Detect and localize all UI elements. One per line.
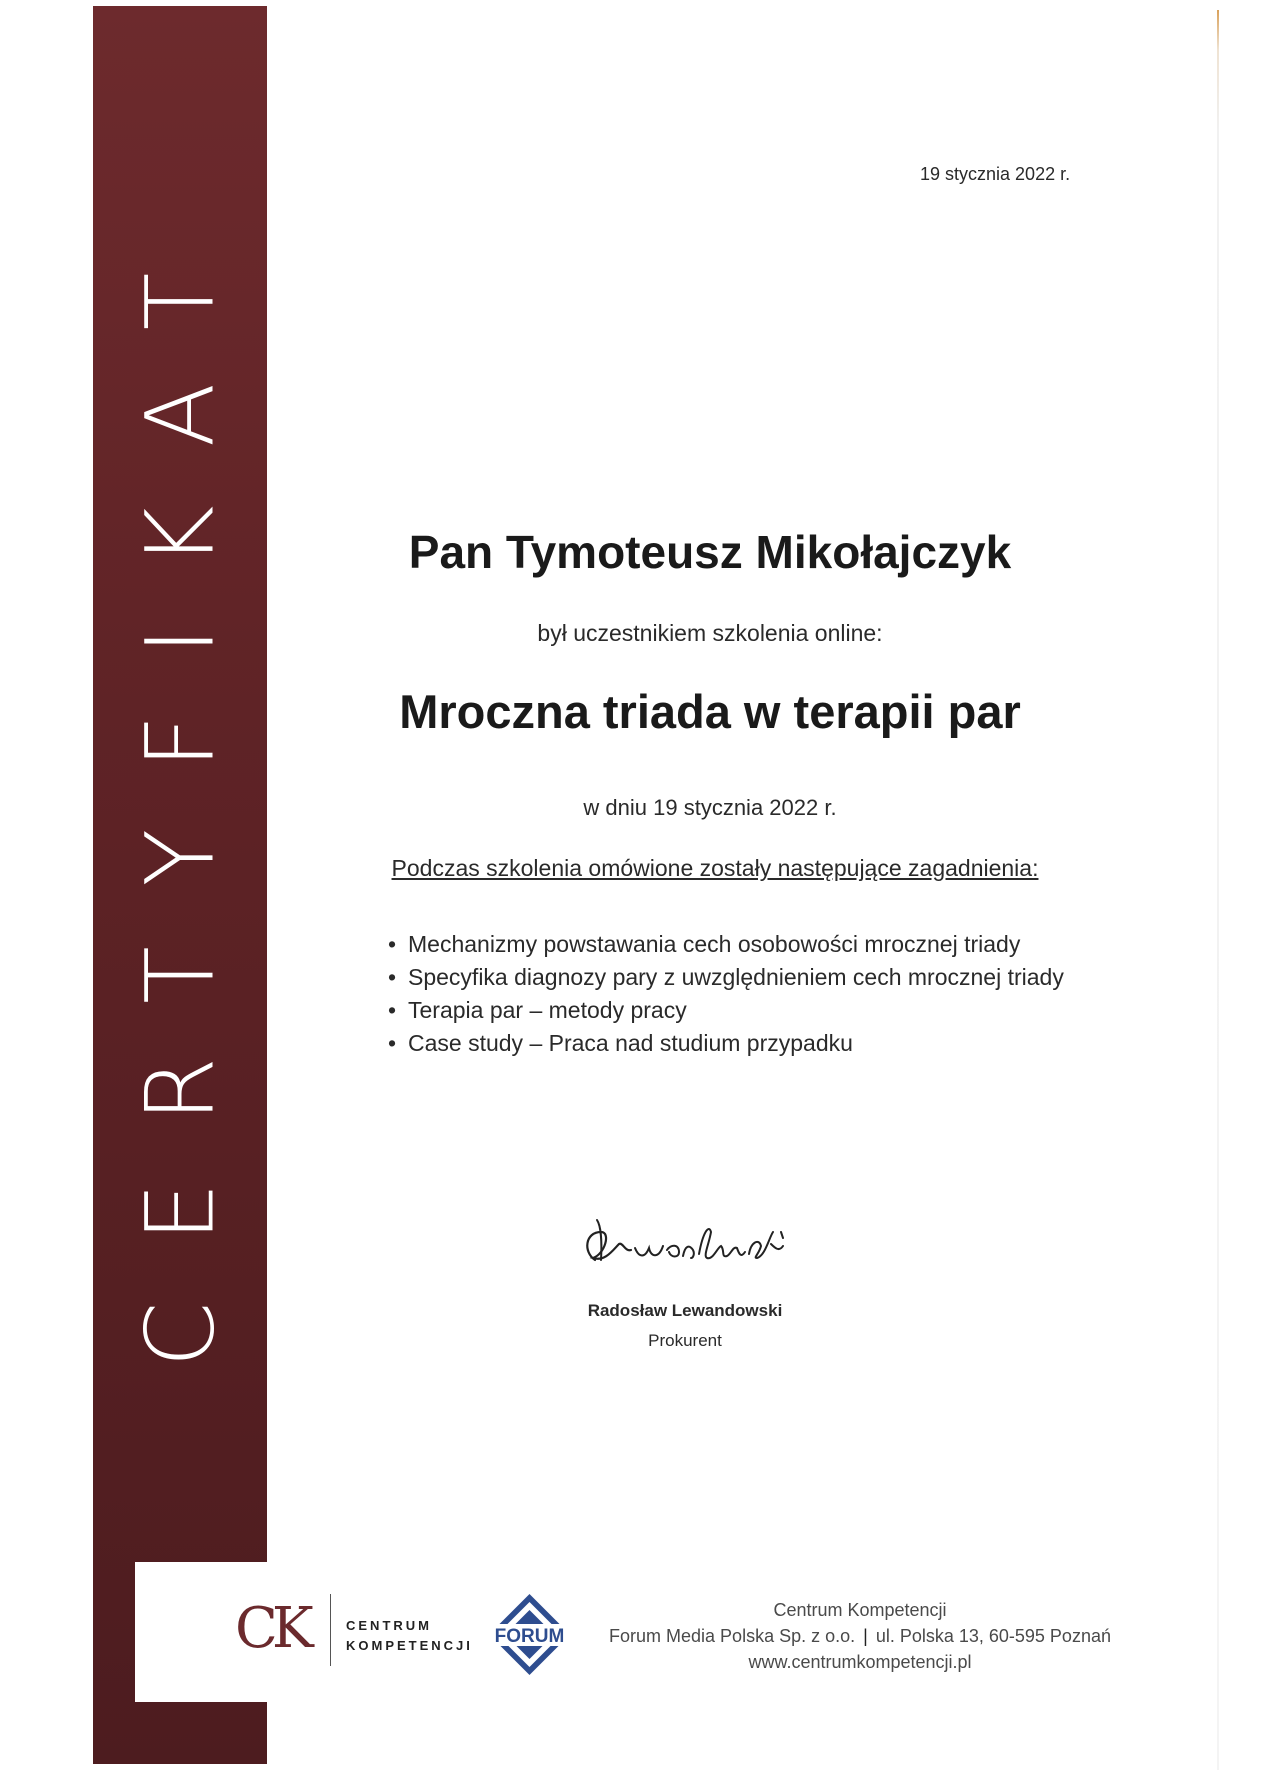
scan-edge (1217, 10, 1219, 1770)
ck-logo-line1: CENTRUM (346, 1618, 432, 1633)
topics-list (388, 928, 1088, 1060)
org-address-line (585, 1626, 1135, 1647)
website-link: www.centrumkompetencji.pl (748, 1652, 972, 1672)
topic-text: Case study – Praca nad studium przypadku (408, 1030, 853, 1056)
company-name: Forum Media Polska Sp. z o.o. (609, 1626, 856, 1646)
ck-logo: CK (235, 1596, 308, 1661)
participation-text: był uczestnikiem szkolenia online: (537, 620, 883, 646)
topics-heading: Podczas szkolenia omówione zostały następujące zagadnienia: (391, 855, 1039, 881)
issue-date: 19 stycznia 2022 r. (920, 164, 1071, 184)
signer-name: Radosław Lewandowski (587, 1301, 783, 1320)
recipient-name: Pan Tymoteusz Mikołajczyk (408, 526, 1012, 578)
handwritten-signature (575, 1202, 795, 1282)
event-date: w dniu 19 stycznia 2022 r. (583, 795, 837, 820)
separator: | (863, 1626, 868, 1646)
list-item (388, 961, 1088, 994)
ck-logo-line2: KOMPETENCJI (346, 1638, 473, 1653)
course-title: Mroczna triada w terapii par (399, 685, 1021, 738)
certificate-vertical-title: CERTYFIKAT (126, 212, 236, 1368)
topic-text: Mechanizmy powstawania cech osobowości mrocznej triady (408, 931, 1021, 957)
org-name: Centrum Kompetencji (773, 1600, 947, 1620)
company-address: ul. Polska 13, 60-595 Poznań (875, 1626, 1111, 1646)
footer-panel (135, 1562, 1135, 1702)
forum-logo (487, 1592, 572, 1677)
bullet-icon: • (388, 1030, 397, 1056)
signer-role: Prokurent (648, 1331, 722, 1350)
bullet-icon: • (388, 997, 397, 1023)
topic-text: Specyfika diagnozy pary z uwzględnieniem cech mrocznej triady (408, 964, 1064, 990)
list-item (388, 928, 1088, 961)
list-item (388, 994, 1088, 1027)
logo-divider (330, 1594, 331, 1666)
bullet-icon: • (388, 964, 397, 990)
bullet-icon: • (388, 931, 397, 957)
list-item (388, 1027, 1088, 1060)
forum-logo-text: FORUM (494, 1626, 565, 1647)
topic-text: Terapia par – metody pracy (408, 997, 687, 1023)
